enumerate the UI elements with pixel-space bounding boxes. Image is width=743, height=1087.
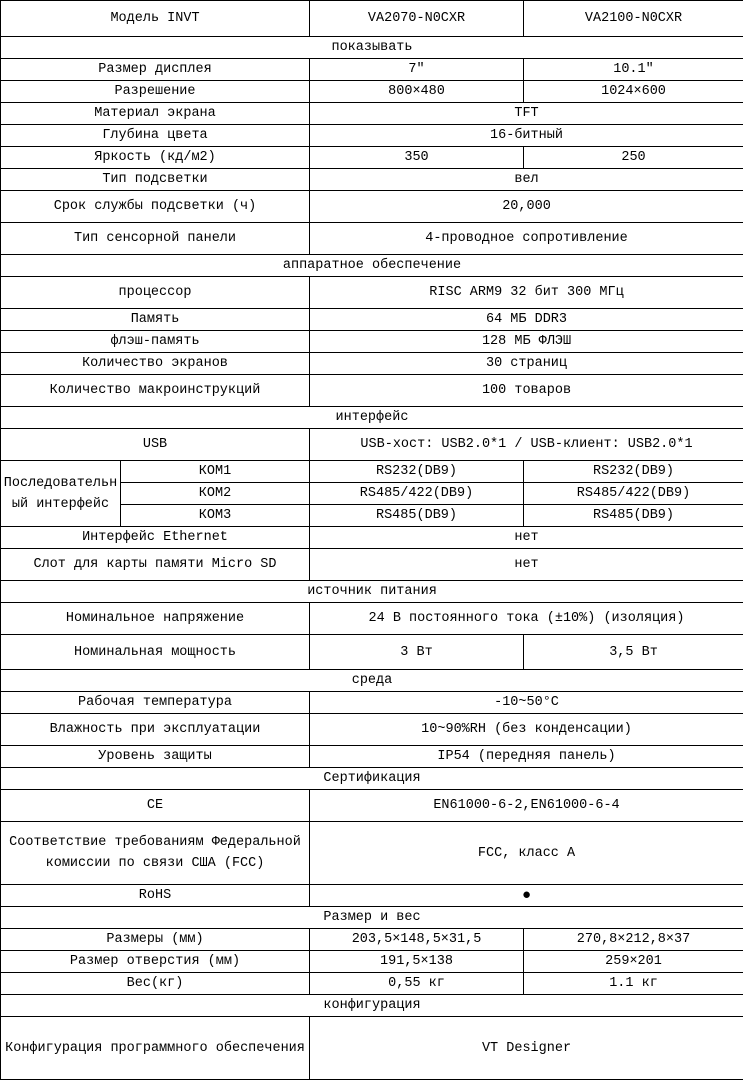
row-label: Глубина цвета: [1, 125, 310, 147]
table-row: [1, 973, 743, 995]
table-row: [1, 692, 743, 714]
com-label: КОМ1: [121, 461, 310, 483]
value-a: RS485(DB9): [310, 505, 524, 527]
value-b: 10.1": [524, 59, 743, 81]
value: 10~90%RH (без конденсации): [310, 714, 743, 746]
value: нет: [310, 527, 743, 549]
section-row: [1, 907, 743, 929]
section-row: [1, 255, 743, 277]
value-b: 3,5 Вт: [524, 635, 743, 670]
table-row: [1, 309, 743, 331]
row-label: Рабочая температура: [1, 692, 310, 714]
section-environment: среда: [1, 670, 743, 692]
table-row: [1, 125, 743, 147]
row-label: Разрешение: [1, 81, 310, 103]
row-label: Количество экранов: [1, 353, 310, 375]
value: TFT: [310, 103, 743, 125]
table-row: [1, 746, 743, 768]
value: USB-хост: USB2.0*1 / USB-клиент: USB2.0*1: [310, 429, 743, 461]
rohs-bullet-icon: ●: [310, 885, 743, 907]
value-b: 1.1 кг: [524, 973, 743, 995]
table-row: [1, 635, 743, 670]
value-a: 0,55 кг: [310, 973, 524, 995]
section-row: [1, 37, 743, 59]
row-label: USB: [1, 429, 310, 461]
header-row: [1, 1, 743, 37]
row-label: Слот для карты памяти Micro SD: [1, 549, 310, 581]
value-b: RS485/422(DB9): [524, 483, 743, 505]
section-power: источник питания: [1, 581, 743, 603]
value-b: 1024×600: [524, 81, 743, 103]
row-label: процессор: [1, 277, 310, 309]
value: EN61000-6-2,EN61000-6-4: [310, 790, 743, 822]
table-row: [1, 59, 743, 81]
value: IP54 (передняя панель): [310, 746, 743, 768]
value-b: RS485(DB9): [524, 505, 743, 527]
section-hardware: аппаратное обеспечение: [1, 255, 743, 277]
value-b: 259×201: [524, 951, 743, 973]
table-row: [1, 429, 743, 461]
row-label: CE: [1, 790, 310, 822]
section-display: показывать: [1, 37, 743, 59]
table-row: [1, 277, 743, 309]
value-a: 203,5×148,5×31,5: [310, 929, 524, 951]
value: VT Designer: [310, 1017, 743, 1080]
row-label: Размер дисплея: [1, 59, 310, 81]
table-row: [1, 603, 743, 635]
value-a: 191,5×138: [310, 951, 524, 973]
row-label: Размер отверстия (мм): [1, 951, 310, 973]
row-label: Память: [1, 309, 310, 331]
row-label: RoHS: [1, 885, 310, 907]
model-label: Модель INVT: [1, 1, 310, 37]
row-label: Вес(кг): [1, 973, 310, 995]
row-label: Размеры (мм): [1, 929, 310, 951]
table-row: [1, 822, 743, 885]
table-row: [1, 549, 743, 581]
com-label: КОМ2: [121, 483, 310, 505]
value: нет: [310, 549, 743, 581]
section-row: [1, 995, 743, 1017]
table-row: [1, 885, 743, 907]
table-row: [1, 790, 743, 822]
row-label: Интерфейс Ethernet: [1, 527, 310, 549]
table-row: [1, 169, 743, 191]
value-a: 3 Вт: [310, 635, 524, 670]
row-label: Соответствие требованиям Федеральной комиссии по связи США (FCC): [1, 822, 310, 885]
table-row: [1, 527, 743, 549]
table-row: [1, 331, 743, 353]
row-label: Срок службы подсветки (ч): [1, 191, 310, 223]
row-label: флэш-память: [1, 331, 310, 353]
value: 128 МБ ФЛЭШ: [310, 331, 743, 353]
table-row: [1, 375, 743, 407]
value: вел: [310, 169, 743, 191]
value: 64 МБ DDR3: [310, 309, 743, 331]
row-label: Уровень защиты: [1, 746, 310, 768]
value: 24 В постоянного тока (±10%) (изоляция): [310, 603, 743, 635]
row-label: Номинальная мощность: [1, 635, 310, 670]
table-row: [1, 714, 743, 746]
model-a: VA2070-N0CXR: [310, 1, 524, 37]
row-label: Яркость (кд/м2): [1, 147, 310, 169]
section-row: [1, 670, 743, 692]
row-label: Материал экрана: [1, 103, 310, 125]
row-label: Номинальное напряжение: [1, 603, 310, 635]
table-row: [1, 223, 743, 255]
table-row: [1, 929, 743, 951]
table-row: [1, 951, 743, 973]
value-a: 800×480: [310, 81, 524, 103]
value-a: RS232(DB9): [310, 461, 524, 483]
value: 30 страниц: [310, 353, 743, 375]
table-row: [1, 191, 743, 223]
value-a: RS485/422(DB9): [310, 483, 524, 505]
section-row: [1, 581, 743, 603]
value-a: 7": [310, 59, 524, 81]
value: 20,000: [310, 191, 743, 223]
section-row: [1, 768, 743, 790]
com-label: КОМ3: [121, 505, 310, 527]
row-label: Конфигурация программного обеспечения: [1, 1017, 310, 1080]
value-b: RS232(DB9): [524, 461, 743, 483]
value: 16-битный: [310, 125, 743, 147]
section-interface: интерфейс: [1, 407, 743, 429]
section-configuration: конфигурация: [1, 995, 743, 1017]
table-row: [1, 461, 743, 483]
table-row: [1, 81, 743, 103]
section-certification: Сертификация: [1, 768, 743, 790]
section-row: [1, 407, 743, 429]
row-label: Влажность при эксплуатации: [1, 714, 310, 746]
value: 100 товаров: [310, 375, 743, 407]
value-b: 250: [524, 147, 743, 169]
model-b: VA2100-N0CXR: [524, 1, 743, 37]
row-label: Количество макроинструкций: [1, 375, 310, 407]
value: FCC, класс A: [310, 822, 743, 885]
serial-label: Последовательный интерфейс: [1, 461, 121, 527]
value-a: 350: [310, 147, 524, 169]
table-row: [1, 103, 743, 125]
row-label: Тип подсветки: [1, 169, 310, 191]
table-row: [1, 147, 743, 169]
table-row: [1, 1017, 743, 1080]
value-b: 270,8×212,8×37: [524, 929, 743, 951]
section-size-weight: Размер и вес: [1, 907, 743, 929]
row-label: Тип сенсорной панели: [1, 223, 310, 255]
value: 4-проводное сопротивление: [310, 223, 743, 255]
value: -10~50°C: [310, 692, 743, 714]
value: RISC ARM9 32 бит 300 МГц: [310, 277, 743, 309]
table-row: [1, 353, 743, 375]
